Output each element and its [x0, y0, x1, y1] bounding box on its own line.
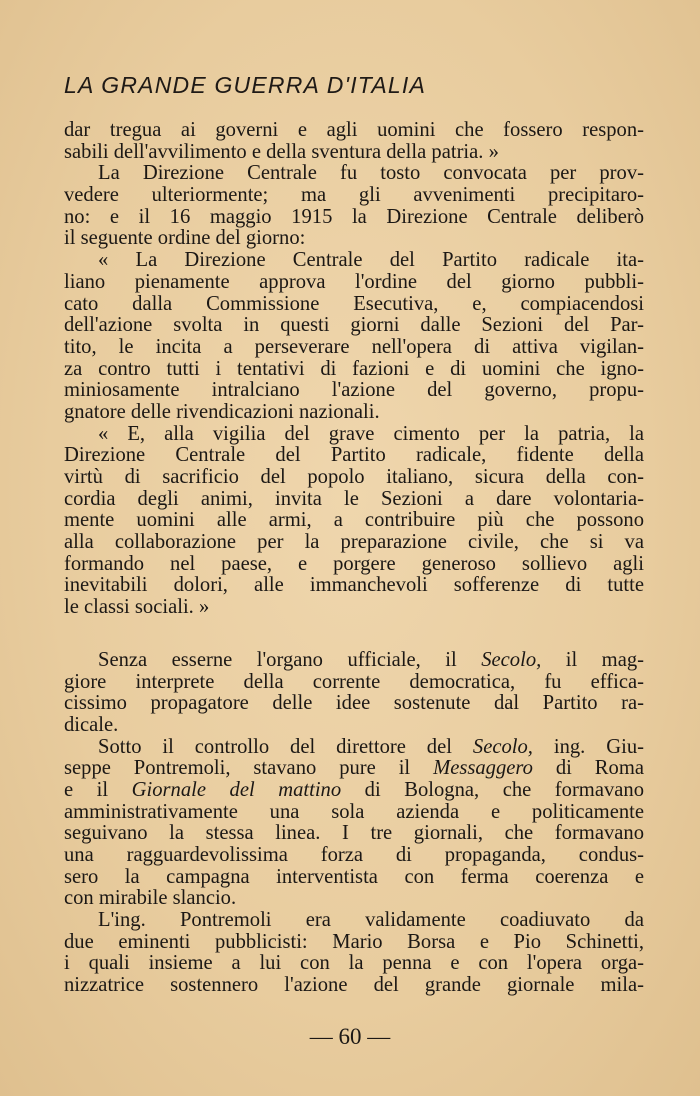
text-run: e il [64, 778, 132, 801]
text-line: tito, le incita a perseverare nell'opera di attiva vigilan- [64, 335, 644, 358]
text-line: vedere ulteriormente; ma gli avvenimenti precipitaro- [64, 184, 644, 207]
text-line: giore interprete della corrente democratica, fu effica- [64, 670, 644, 693]
text-line: dell'azione svolta in questi giorni dalle Sezioni del Par- [64, 314, 644, 337]
text-line: nizzatrice sostennero l'azione del grande giornale mila- [64, 974, 644, 997]
paragraph [64, 120, 644, 163]
text-line: mente uomini alle armi, a contribuire più che possono [64, 509, 644, 532]
text-line: i quali insieme a lui con la penna e con l'opera orga- [64, 952, 644, 975]
newspaper-title: Secolo, [472, 735, 533, 758]
text-line [64, 737, 644, 759]
text-line: cato dalla Commissione Esecutiva, e, compiacendosi [64, 292, 644, 315]
text-run: seppe Pontremoli, stavano pure il [64, 757, 434, 780]
text-line: liano pienamente approva l'ordine del giorno pubbli- [64, 270, 644, 293]
text-run: Senza esserne l'organo ufficiale, il [98, 648, 482, 671]
text-line: L'ing. Pontremoli era validamente coadiuvato da [98, 909, 644, 932]
paragraph [64, 650, 644, 737]
text-line: dicale. [64, 713, 119, 736]
body-text [64, 120, 644, 997]
text-line: « E, alla vigilia del grave cimento per la patria, la [98, 422, 644, 445]
text-line: una ragguardevolissima forza di propaganda, condus- [64, 844, 644, 866]
text-line: amministrativamente una sola azienda e politicamente [64, 800, 644, 823]
text-line [64, 758, 644, 780]
text-line: le classi sociali. » [64, 596, 210, 619]
text-line: inevitabili dolori, alle immanchevoli sofferenze di tutte [64, 574, 644, 597]
text-line: seguivano la stessa linea. I tre giornali, che formavano [64, 822, 644, 845]
text-line: La Direzione Centrale fu tosto convocata per prov- [98, 162, 644, 185]
text-line: miniosamente intralciano l'azione del governo, propu- [64, 379, 644, 402]
text-line: formando nel paese, e porgere generoso sollievo agli [64, 552, 644, 575]
text-line: il seguente ordine del giorno: [64, 227, 306, 250]
text-line: no: e il 16 maggio 1915 la Direzione Centrale deliberò [64, 205, 644, 228]
paragraph [64, 910, 644, 997]
text-line: gnatore delle rivendicazioni nazionali. [64, 400, 380, 423]
text-line: Direzione Centrale del Partito radicale, fidente della [64, 444, 644, 467]
paragraph [64, 737, 644, 911]
newspaper-title: Messaggero [433, 757, 533, 780]
newspaper-title: Secolo, [481, 648, 542, 671]
newspaper-title: Giornale del mattino [131, 778, 342, 801]
text-line: cissimo propagatore delle idee sostenute dal Partito ra- [64, 692, 644, 715]
text-line: due eminenti pubblicisti: Mario Borsa e Pio Schinetti, [64, 930, 644, 953]
text-run: ing. Giu- [532, 735, 644, 758]
running-title: LA GRANDE GUERRA D'ITALIA [64, 72, 426, 98]
text-line: « La Direzione Centrale del Partito radicale ita- [98, 249, 644, 272]
page-number: — 60 — [309, 1024, 391, 1049]
text-line [64, 780, 644, 802]
text-run: di Roma [532, 757, 644, 780]
text-run: Sotto il controllo del direttore del [98, 735, 473, 758]
text-line: sero la campagna interventista con ferma coerenza e [64, 865, 644, 888]
text-line: con mirabile slancio. [64, 887, 237, 910]
text-line: virtù di sacrificio del popolo italiano, sicura della con- [64, 466, 644, 488]
text-line: alla collaborazione per la preparazione civile, che si va [64, 531, 644, 554]
text-run: di Bologna, che formavano [341, 778, 644, 801]
text-line: sabili dell'avvilimento e della sventura della patria. » [64, 140, 499, 163]
quoted-paragraph [64, 424, 644, 619]
text-line [64, 650, 644, 672]
paragraph [64, 163, 644, 250]
text-line: za contro tutti i tentativi di fazioni e di uomini che igno- [64, 357, 644, 380]
text-line: cordia degli animi, invita le Sezioni a dare volontaria- [64, 487, 644, 510]
section-gap [64, 619, 644, 650]
quoted-paragraph [64, 250, 644, 424]
text-run: il mag- [541, 648, 644, 671]
text-line: dar tregua ai governi e agli uomini che fossero respon- [64, 119, 644, 141]
